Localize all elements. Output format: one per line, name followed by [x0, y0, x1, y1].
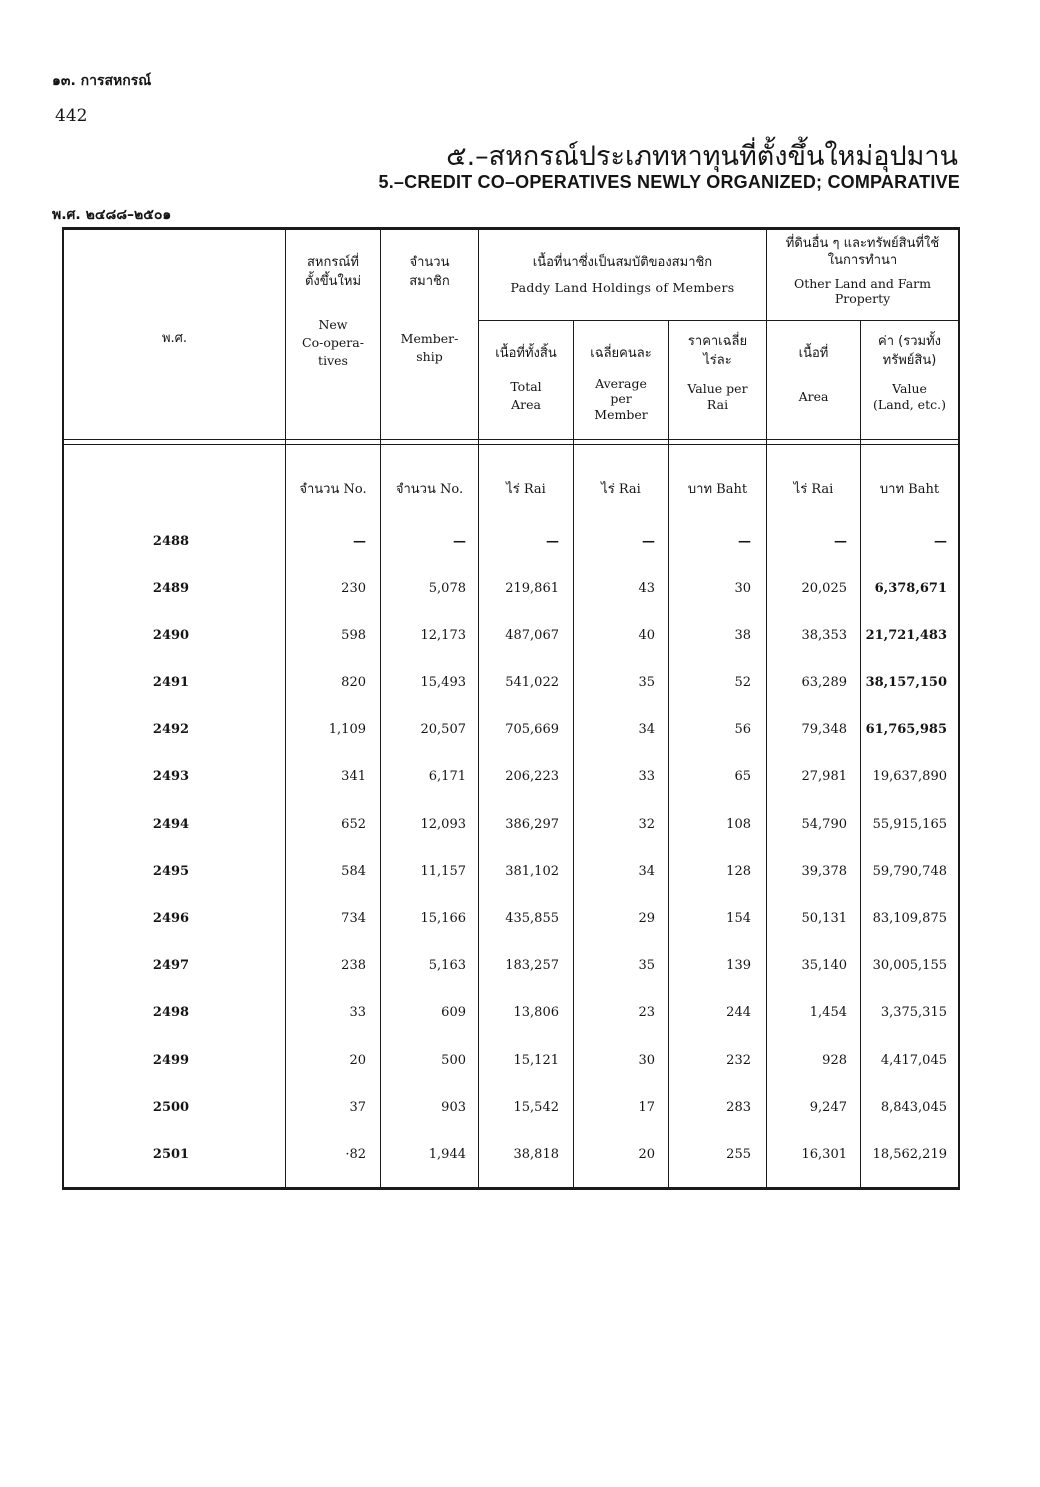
cell-new: 652: [341, 817, 366, 832]
cell-average: 40: [638, 628, 655, 643]
header-text: tives: [318, 352, 348, 368]
header-text: สหกรณ์ที่: [307, 255, 359, 270]
header-text: Value per: [687, 380, 748, 396]
cell-new: 238: [341, 958, 366, 973]
cell-value-per-rai: 30: [734, 581, 751, 596]
page-number: 442: [55, 106, 88, 126]
cell-membership: 5,163: [428, 958, 466, 973]
cell-year: 2495: [152, 864, 190, 879]
cell-average: 20: [638, 1147, 655, 1162]
cell-average: 30: [638, 1053, 655, 1068]
cell-new: 820: [341, 675, 366, 690]
header-paddy-land-group: [479, 254, 766, 297]
column-rule: [285, 228, 286, 1188]
cell-year: 2499: [152, 1053, 190, 1068]
cell-year: 2494: [152, 817, 190, 832]
cell-value-per-rai: 283: [726, 1100, 751, 1115]
cell-value-per-rai: 65: [734, 769, 751, 784]
cell-other-area: 54,790: [801, 817, 847, 832]
header-text: Member-: [400, 330, 459, 346]
header-other-land-group: [767, 236, 958, 306]
table-row: [62, 1053, 960, 1077]
table-row: [62, 958, 960, 982]
cell-year: 2497: [152, 958, 190, 973]
header-text: เนื้อที่ทั้งสิ้น: [495, 346, 557, 361]
cell-other-value: 18,562,219: [872, 1147, 947, 1162]
cell-average: 34: [638, 722, 655, 737]
cell-membership: 15,493: [420, 675, 466, 690]
cell-average: 34: [638, 864, 655, 879]
cell-other-area: 20,025: [801, 581, 847, 596]
cell-other-value: 6,378,671: [874, 581, 947, 596]
cell-new: 230: [341, 581, 366, 596]
cell-year: 2493: [152, 769, 190, 784]
header-text: ค่า (รวมทั้ง: [878, 334, 941, 349]
cell-other-value: 8,843,045: [880, 1100, 947, 1115]
cell-membership: —: [453, 534, 466, 549]
cell-other-area: 50,131: [801, 911, 847, 926]
header-value-per-rai: [669, 333, 766, 413]
header-text: ราคาเฉลี่ย: [687, 334, 748, 349]
cell-value-per-rai: 139: [726, 958, 751, 973]
cell-membership: 5,078: [428, 581, 466, 596]
cell-value-per-rai: 38: [734, 628, 751, 643]
table-top-rule: [62, 227, 960, 230]
cell-other-value: 55,915,165: [872, 817, 947, 832]
cell-other-area: 38,353: [801, 628, 847, 643]
cell-other-area: —: [834, 534, 847, 549]
table-row: [62, 581, 960, 605]
table-row: [62, 817, 960, 841]
table-row: [62, 1147, 960, 1171]
cell-other-area: 39,378: [801, 864, 847, 879]
header-text: Other Land and Farm: [793, 275, 932, 291]
cell-total-area: 705,669: [505, 722, 559, 737]
unit-average: ไร่ Rai: [601, 482, 641, 497]
cell-membership: 903: [441, 1100, 466, 1115]
cell-total-area: 206,223: [505, 769, 559, 784]
cell-new: 598: [341, 628, 366, 643]
cell-value-per-rai: 255: [726, 1147, 751, 1162]
header-text: เนื้อที่: [798, 346, 829, 361]
cell-membership: 15,166: [420, 911, 466, 926]
cell-value-per-rai: 56: [734, 722, 751, 737]
header-total-area: [479, 345, 573, 414]
unit-value-per-rai: บาท Baht: [687, 482, 748, 497]
cell-new: 37: [349, 1100, 366, 1115]
header-text: Area: [798, 388, 829, 404]
cell-other-area: 63,289: [801, 675, 847, 690]
cell-membership: 1,944: [428, 1147, 466, 1162]
cell-value-per-rai: 128: [726, 864, 751, 879]
cell-new: ·82: [345, 1147, 366, 1162]
cell-year: 2488: [152, 534, 190, 549]
header-text: ship: [416, 348, 443, 364]
header-bottom-rule: [62, 439, 960, 440]
cell-total-area: 541,022: [505, 675, 559, 690]
cell-total-area: 381,102: [505, 864, 559, 879]
table-row: [62, 864, 960, 888]
cell-average: 23: [638, 1005, 655, 1020]
header-text: per: [610, 391, 632, 407]
header-text: Value: [892, 380, 927, 396]
header-new-cooperatives: [286, 254, 380, 370]
table-bottom-rule: [62, 1187, 960, 1190]
cell-new: 341: [341, 769, 366, 784]
cell-total-area: 15,542: [513, 1100, 559, 1115]
column-rule: [380, 228, 381, 1188]
cell-new: 584: [341, 864, 366, 879]
unit-other-area: ไร่ Rai: [793, 482, 834, 497]
header-text: Co-opera-: [302, 334, 364, 350]
table-title-thai: ๕.–สหกรณ์ประเภทหาทุนที่ตั้งขึ้นใหม่อุปมาน: [446, 141, 958, 172]
header-text: เฉลี่ยคนละ: [590, 346, 652, 361]
cell-average: 29: [638, 911, 655, 926]
header-text: ทรัพย์สิน): [882, 352, 937, 368]
cell-value-per-rai: 52: [734, 675, 751, 690]
cell-year: 2500: [152, 1100, 190, 1115]
cell-other-value: 83,109,875: [872, 911, 947, 926]
cell-total-area: 435,855: [505, 911, 559, 926]
cell-value-per-rai: —: [738, 534, 751, 549]
cell-other-area: 27,981: [801, 769, 847, 784]
cell-average: 32: [638, 817, 655, 832]
cell-other-area: 1,454: [809, 1005, 847, 1020]
table-row: [62, 1005, 960, 1029]
header-text: ตั้งขึ้นใหม่: [304, 273, 362, 289]
group-header-rule: [478, 320, 960, 321]
header-other-area: [767, 345, 860, 406]
cell-total-area: 38,818: [513, 1147, 559, 1162]
header-text: Property: [834, 290, 891, 306]
cell-other-area: 9,247: [809, 1100, 847, 1115]
cell-year: 2496: [152, 911, 190, 926]
header-text: Rai: [706, 396, 729, 412]
cell-total-area: 183,257: [505, 958, 559, 973]
table-row: [62, 722, 960, 746]
cell-value-per-rai: 108: [726, 817, 751, 832]
cell-membership: 609: [441, 1005, 466, 1020]
period-label: พ.ศ. ๒๔๘๘–๒๕๐๑: [52, 207, 172, 223]
cell-other-value: 38,157,150: [865, 675, 947, 690]
header-average-per-member: [574, 345, 668, 423]
table-row: [62, 675, 960, 699]
header-text: ในการทำนา: [827, 252, 898, 268]
header-text: เนื้อที่นาซึ่งเป็นสมบัติของสมาชิก: [532, 255, 713, 270]
header-membership: [381, 254, 478, 366]
cell-average: 35: [638, 958, 655, 973]
cell-year: 2492: [152, 722, 190, 737]
table-row: [62, 628, 960, 652]
cell-average: —: [642, 534, 655, 549]
table-title-english: 5.–CREDIT CO–OPERATIVES NEWLY ORGANIZED; COMPARATIVE: [378, 172, 960, 192]
header-text: สมาชิก: [409, 273, 450, 289]
cell-year: 2501: [152, 1147, 190, 1162]
header-text: ที่ดินอื่น ๆ และทรัพย์สินที่ใช้: [785, 236, 940, 251]
cell-other-value: 61,765,985: [865, 722, 947, 737]
cell-membership: 500: [441, 1053, 466, 1068]
header-text: (Land, etc.): [873, 396, 946, 412]
unit-other-value: บาท Baht: [879, 482, 940, 497]
table-row: [62, 911, 960, 935]
header-text: จำนวน: [409, 255, 450, 270]
header-text: New: [318, 316, 348, 332]
cell-total-area: 487,067: [505, 628, 559, 643]
cell-new: 20: [349, 1053, 366, 1068]
cell-membership: 20,507: [420, 722, 466, 737]
cell-total-area: 386,297: [505, 817, 559, 832]
cell-other-value: 4,417,045: [880, 1053, 947, 1068]
cell-year: 2491: [152, 675, 190, 690]
cell-other-value: 3,375,315: [880, 1005, 947, 1020]
cell-average: 43: [638, 581, 655, 596]
cell-membership: 12,093: [420, 817, 466, 832]
cell-average: 33: [638, 769, 655, 784]
header-text: ไร่ละ: [703, 352, 732, 368]
cell-other-area: 35,140: [801, 958, 847, 973]
unit-membership: จำนวน No.: [395, 482, 464, 497]
cell-value-per-rai: 232: [726, 1053, 751, 1068]
table-row: [62, 769, 960, 793]
column-rule: [62, 228, 64, 1188]
cell-value-per-rai: 244: [726, 1005, 751, 1020]
cell-value-per-rai: 154: [726, 911, 751, 926]
cell-membership: 12,173: [420, 628, 466, 643]
cell-other-area: 928: [822, 1053, 847, 1068]
unit-new: จำนวน No.: [299, 482, 367, 497]
cell-new: 734: [341, 911, 366, 926]
cell-average: 35: [638, 675, 655, 690]
cell-other-value: 19,637,890: [872, 769, 947, 784]
cell-other-area: 79,348: [801, 722, 847, 737]
cell-year: 2489: [152, 581, 190, 596]
header-text: Paddy Land Holdings of Members: [510, 279, 735, 295]
cell-year: 2498: [152, 1005, 190, 1020]
cell-total-area: 15,121: [513, 1053, 559, 1068]
header-text: Member: [594, 407, 648, 423]
unit-total-area: ไร่ Rai: [506, 482, 546, 497]
cell-year: 2490: [152, 628, 190, 643]
header-bottom-rule-double: [62, 444, 960, 445]
cell-total-area: 219,861: [505, 581, 559, 596]
cell-other-value: 21,721,483: [865, 628, 947, 643]
header-text: Total: [510, 378, 542, 394]
cell-total-area: —: [546, 534, 559, 549]
cell-new: —: [353, 534, 366, 549]
cell-new: 1,109: [328, 722, 366, 737]
cell-other-value: 59,790,748: [872, 864, 947, 879]
chapter-heading: ๑๓. การสหกรณ์: [52, 73, 152, 89]
cell-total-area: 13,806: [513, 1005, 559, 1020]
cell-other-area: 16,301: [801, 1147, 847, 1162]
table-row: [62, 1100, 960, 1124]
column-rule: [958, 228, 960, 1188]
cell-membership: 11,157: [420, 864, 466, 879]
header-text: Area: [511, 396, 541, 412]
table-row: [62, 534, 960, 558]
header-text: Average: [595, 375, 647, 391]
header-year: พ.ศ.: [161, 331, 188, 346]
header-other-value: [861, 333, 958, 413]
cell-new: 33: [349, 1005, 366, 1020]
cell-membership: 6,171: [428, 769, 466, 784]
cell-other-value: —: [934, 534, 947, 549]
cell-average: 17: [638, 1100, 655, 1115]
cell-other-value: 30,005,155: [872, 958, 947, 973]
